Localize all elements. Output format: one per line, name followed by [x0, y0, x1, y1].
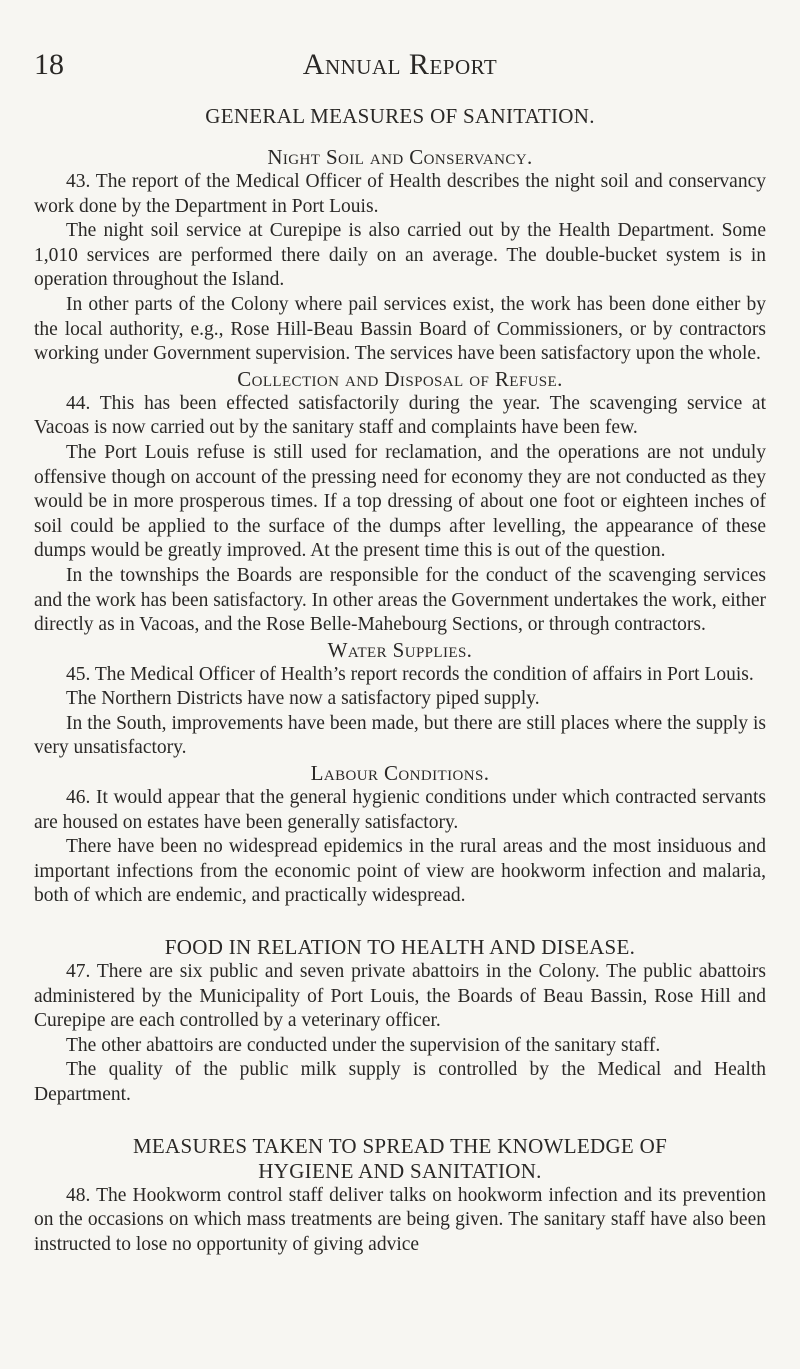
paragraph: 43. The report of the Medical Officer of Health describes the night soil and conservancy work done by the Department in Port Louis. — [34, 171, 766, 217]
paragraph: 46. It would appear that the general hygienic conditions under which contracted servants are housed on estates have been generally satisfactory. — [34, 787, 766, 833]
subheading-water: Water Supplies. — [327, 637, 473, 662]
paragraph: The Northern Districts have now a satisfactory piped supply. — [66, 688, 540, 710]
paragraph: 45. The Medical Officer of Health’s report records the condition of affairs in Port Louis. — [66, 663, 754, 685]
paragraph: 47. There are six public and seven private abattoirs in the Colony. The public abattoirs administered by the Municipality of Port Louis, the Boards of Beau Bassin, Rose Hill and Curepipe are each controlled by a veterinary officer. — [34, 961, 766, 1032]
running-header — [0, 48, 800, 88]
subheading-labour: Labour Conditions. — [310, 761, 490, 786]
paragraph: In the South, improvements have been made, but there are still places where the supply is very unsatisfactory. — [34, 712, 766, 759]
paragraph: 48. The Hookworm control staff deliver talks on hookworm infection and its prevention on the occasions on which mass treatments are being given. The sanitary staff have also been instructed to lose no opportunity of giving advice — [34, 1184, 766, 1255]
paragraph: In other parts of the Colony where pail services exist, the work has been done either by the local authority, e.g., Rose Hill-Beau Bassin Board of Commissioners, or by contractors working under Government supervision. The services have been satisfactory upon the whole. — [34, 293, 766, 365]
subheading-refuse: Collection and Disposal of Refuse. — [237, 366, 563, 391]
paragraph: The quality of the public milk supply is controlled by the Medical and Health Department. — [34, 1059, 766, 1105]
paragraph: In the townships the Boards are responsible for the conduct of the scavenging services and the work has been satisfactory. In other areas the Government undertakes the work, either directly as in Vacoas, and the Rose Belle-Mahebourg Sections, or through contractors. — [34, 564, 766, 636]
page-number: 18 — [34, 48, 64, 81]
heading-line: HYGIENE AND SANITATION. — [258, 1158, 542, 1183]
paragraph: The Port Louis refuse is still used for reclamation, and the operations are not unduly offensive though on account of the pressing need for economy they are not conducted as they would be in more prosperous times. If a top dressing of about one foot or eighteen inches of soil could be applied to the surface of the dumps after levelling, the appearance of these dumps would be greatly improved. At the present time this is out of the question. — [34, 441, 766, 562]
section-heading-food: FOOD IN RELATION TO HEALTH AND DISEASE. — [164, 935, 636, 960]
paragraph: The night soil service at Curepipe is also carried out by the Health Department. Some 1,010 services are performed there daily on an average. The double-bucket system is in operation throughout the Island. — [34, 220, 766, 291]
paragraph: There have been no widespread epidemics in the rural areas and the most insiduous and important infections from the economic point of view are hookworm infection and malaria, both of which are endemic, and practically widespread. — [34, 836, 766, 907]
document-body — [34, 104, 766, 1257]
section-heading-sanitation: GENERAL MEASURES OF SANITATION. — [205, 104, 595, 128]
heading-line: MEASURES TAKEN TO SPREAD THE KNOWLEDGE OF — [132, 1133, 668, 1158]
paragraph: The other abattoirs are conducted under the supervision of the sanitary staff. — [66, 1034, 661, 1056]
subheading-night-soil: Night Soil and Conservancy. — [267, 145, 533, 169]
running-title: Annual Report — [302, 48, 498, 81]
paragraph: 44. This has been effected satisfactorily during the year. The scavenging service at Vacoas is now carried out by the sanitary staff and complaints have been few. — [34, 392, 766, 439]
section-heading-knowledge — [34, 1134, 766, 1184]
